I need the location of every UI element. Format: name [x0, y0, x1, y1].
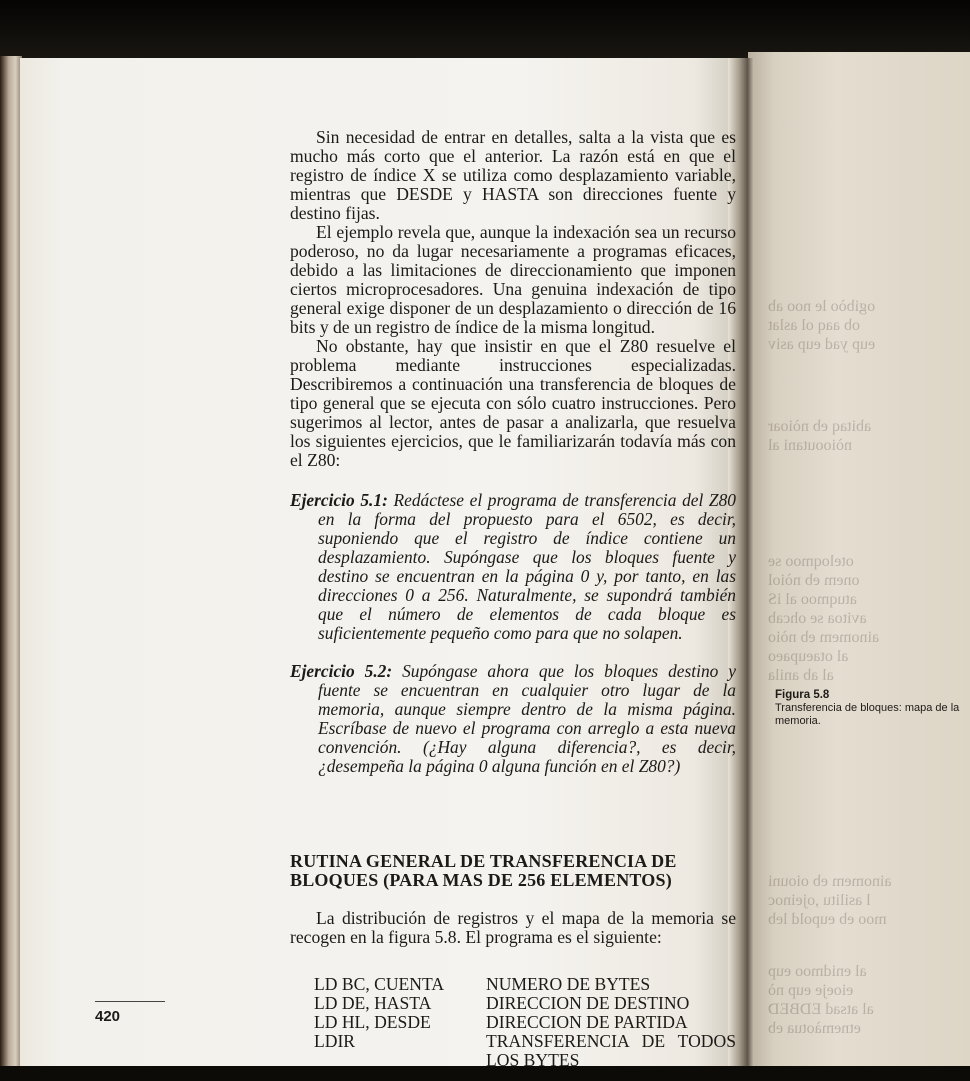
bleed-through-text: eup yad eup asiv	[768, 336, 876, 353]
code-comment: DIRECCION DE DESTINO	[486, 993, 690, 1013]
bleed-through-text: avitoa se ohcab	[768, 610, 867, 627]
exercise-5-1	[290, 491, 736, 643]
paragraph: La distribución de registros y el mapa de la memoria se recogen en la figura 5.8. El programa es el siguiente:	[290, 908, 736, 947]
code-instruction: LD DE, HASTA	[314, 993, 432, 1013]
bleed-through-text: ob aaq ol aslat	[768, 317, 860, 334]
book-spine	[0, 56, 22, 1081]
bleed-through-text: ogibòo le noo ab	[768, 298, 876, 315]
code-comment: TRANSFERENCIA DE TODOS LOS BYTES	[486, 1031, 736, 1070]
paragraph: El ejemplo revela que, aunque la indexación sea un recurso poderoso, no da lugar necesariamente a programas eficaces, debido a las limitaciones de direccionamiento que imponen ciertos microprocesadores. Una genuina indexación de tipo general exige disponer de un desplazamiento o dirección de 16 bits y de un registro de índice de la misma longitud.	[290, 222, 736, 337]
bleed-through-text: eioeje eup nò	[768, 982, 854, 999]
bleed-through-text: ainomem eb nòio	[768, 629, 880, 646]
bleed-through-text: onem eb nòiol	[768, 572, 860, 589]
figure-caption-title: Figura 5.8	[775, 689, 830, 701]
code-line	[290, 975, 736, 994]
bleed-through-text: al otaeupaeo	[768, 648, 849, 665]
code-instruction: LD BC, CUENTA	[314, 974, 445, 994]
code-line	[290, 1013, 736, 1032]
exercise-text: Supóngase ahora que los bloques destino y fuente se encuentran en cualquier otro lugar de la memoria, aunque siempre dentro de la misma página. Escríbase de nuevo el programa con arreglo a esta nueva convención. (¿Hay alguna diferencia?, es decir, ¿desempeña la página 0 alguna función en el Z80?)	[318, 661, 736, 776]
bleed-through-text: l asilitu ,ojeinoc	[768, 892, 871, 909]
code-instruction: LD HL, DESDE	[314, 1012, 431, 1032]
bleed-through-text: etnemàotua eb	[768, 1020, 861, 1037]
exercise-text: Redáctese el programa de transferencia del Z80 en la forma del propuesto para el 6502, es decir, suponiendo que el registro de índice contiene un desplazamiento. Supóngase que los bloques fuente y destino se encuentran en la página 0 y, por tanto, en las direcciones 0 a 256. Naturalmente, se supondrá también que el número de elementos de cada bloque es suficientemente pequeño como para que no solapen.	[318, 490, 736, 643]
paragraph: Sin necesidad de entrar en detalles, salta a la vista que es mucho más corto que el anterior. La razón está en que el registro de índice X se utiliza como desplazamiento variable, mientras que DESDE y HASTA son direcciones fuente y destino fijas.	[290, 127, 736, 223]
figure-caption	[775, 689, 965, 728]
bleed-through-text: nòiooutani al	[768, 437, 852, 454]
code-instruction: LDIR	[314, 1031, 356, 1051]
paragraph: No obstante, hay que insistir en que el Z80 resuelve el problema mediante instrucciones especializadas. Describiremos a continuación una transferencia de bloques de tipo general que se ejecuta con sólo cuatro instrucciones. Pero sugerimos al lector, antes de pasar a analizarla, que resuelva los siguientes ejercicios, que le familiarizarán todavía más con el Z80:	[290, 336, 736, 470]
right-page	[748, 52, 970, 1068]
page-number: 420	[95, 1008, 121, 1025]
bleed-through-text: oteloqmoo se	[768, 553, 854, 570]
bleed-through-text: ainomem eb oiouni	[768, 873, 892, 890]
main-text-column	[290, 128, 736, 1070]
bleed-through-text: abitaq eb nòioar	[768, 418, 872, 435]
bleed-through-text: al enidmoo eup	[768, 963, 867, 980]
bleed-through-text: al atsad EDBED	[768, 1001, 874, 1018]
exercise-label: Ejercicio 5.2:	[290, 661, 393, 681]
page-number-rule	[95, 1001, 165, 1002]
section-heading: RUTINA GENERAL DE TRANSFERENCIA DE BLOQUES (PARA MAS DE 256 ELEMENTOS)	[290, 851, 677, 890]
bleed-through-text: al ab anila	[768, 667, 834, 684]
exercise-label: Ejercicio 5.1:	[290, 490, 388, 510]
figure-caption-text: Transferencia de bloques: mapa de la memoria.	[775, 702, 960, 727]
exercise-5-2	[290, 662, 736, 776]
code-line	[290, 1032, 736, 1070]
bleed-through-text: moo eb eupold leb	[768, 911, 887, 928]
code-listing	[290, 975, 736, 1070]
code-line	[290, 994, 736, 1013]
code-comment: DIRECCION DE PARTIDA	[486, 1012, 688, 1032]
code-comment: NUMERO DE BYTES	[486, 974, 651, 994]
bleed-through-text: atuqmoo al iS	[768, 591, 857, 608]
